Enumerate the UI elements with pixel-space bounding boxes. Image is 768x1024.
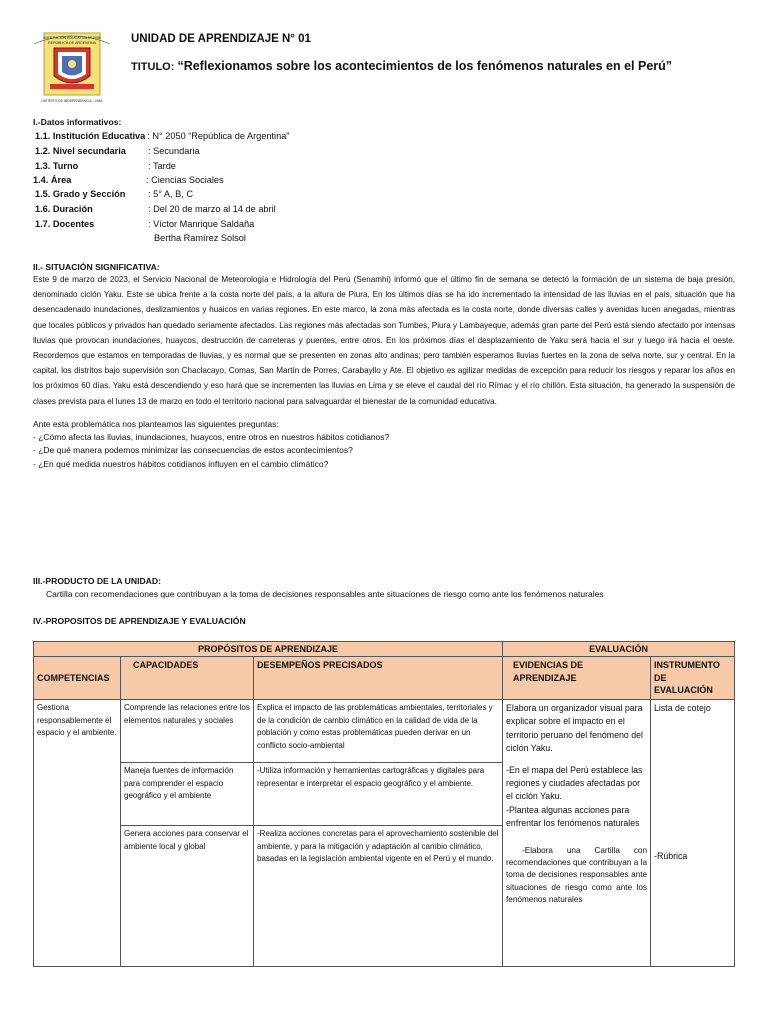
logo-bottom-text: DISTRITO DE INDEPENDENCIA - LIMA <box>41 99 103 103</box>
unit-title: UNIDAD DE APRENDIZAJE N° 01 <box>131 33 311 45</box>
dato-row <box>35 161 176 171</box>
dato-key: 1.1. Institución Educativa <box>35 131 146 141</box>
evidencia-1: Elabora un organizador visual para explicar sobre el impacto en el territorio peruano del fenómeno del ciclón Yaku. <box>506 703 643 754</box>
dato-key: 1.4. Área <box>33 175 72 185</box>
col-evidencias: EVIDENCIAS DE APRENDIZAJE <box>503 657 651 700</box>
dato-value: : Ciencias Sociales <box>146 175 224 185</box>
logo-top-text: INSTITUCIÓN EDUCATIVA Nº 2050 <box>43 36 101 40</box>
pregunta-item: - ¿En qué medida nuestros hábitos cotidianos influyen en el cambio climático? <box>33 459 329 469</box>
evidencia-2: -En el mapa del Perú establece las regiones y ciudades afectadas por el ciclón Yaku. -Plantea algunas acciones para enfrentar los fenómenos naturales <box>506 764 643 829</box>
cell-capacidad: Genera acciones para conservar el ambiente local y global <box>121 826 254 967</box>
preguntas-intro: Ante esta problemática nos planteamos las siguientes preguntas: <box>33 419 279 429</box>
cell-desempeno: Explica el impacto de las problemáticas ambientales, territoriales y de la condición de cambio climático en la calidad de vida de la población y como estas problemáticas pueden derivar en un conflicto socio-ambiental <box>254 700 503 763</box>
situacion-paragraph: Este 9 de marzo de 2023, el Servicio Nacional de Meteorología e Hidrología del Perú (Senamhi) informó que el último fin de semana se detectó la formación de un sistema de baja presión, denominado ciclón Yaku. Este se ubica frente a la costa norte del país, a la altura de Piura, En los últimos días se ha ido incrementado la intensidad de las lluvias en el país, situación que ha desencadenado inundaciones, deslizamientos y huaicos en varias regiones. En este marco, la zona más afectada es la costa norte, donde diversas calles y avenidas lucen anegadas, mientras que locales públicos y privados han quedado seriamente afectados. Las regiones más afectadas son Tumbes, Piura y Lambayeque, además gran parte del Perú está siendo afectado por intensas lluvias que provocan inundaciones, huaycos, destrucción de carreteras y puentes, entre otros. En los próximos días el desplazamiento de Yaku será hacia el sur y luego irá hacia el oeste. Recordemos que estamos en temporadas de lluvias, y es normal que se presenten en zonas alto andinas; pero también esperamos lluvias fuertes en la zona de selva norte, sur y central. En la capital, los distritos bajo supervisión son Chaclacayo, Comas, San Martín de Porres, Carabayllo y Ate. El objetivo es agilizar medidas de excepción para reducir los riesgos y reparar los años en los próximos 60 días. Yaku está descendiendo y eso hará que se incrementen las lluvias en Lima y se eleve el caudal del río Rímac y el río chillón. Esta situación, ha generado la suspensión de clases prevista para el lunes 13 de marzo en todo el territorio nacional para salvaguardar el bienestar de la comunidad educativa. <box>33 275 735 406</box>
cell-capacidad: Comprende las relaciones entre los elementos naturales y sociales <box>121 700 254 763</box>
table-column-header <box>34 657 735 700</box>
pregunta-item: - ¿Cómo afecta las lluvias, inundaciones, huaycos, entre otros en nuestros hábitos cotidianos? <box>33 432 390 442</box>
group-propositos: PROPÓSITOS DE APRENDIZAJE <box>34 642 503 657</box>
instrumento-2: -Rúbrica <box>654 851 688 861</box>
propositos-heading: IV.-PROPOSITOS DE APRENDIZAJE Y EVALUACIÓN <box>33 616 246 626</box>
dato-value: : Del 20 de marzo al 14 de abril <box>148 204 276 214</box>
group-evaluacion: EVALUACIÓN <box>503 642 735 657</box>
dato-key: 1.7. Docentes <box>35 219 95 229</box>
dato-key: 1.2. Nivel secundaria <box>35 146 126 156</box>
producto-heading: III.-PRODUCTO DE LA UNIDAD: <box>33 576 161 586</box>
evidencia-3: -Elabora una Cartilla con recomendaciones que contribuyan a la toma de decisiones responsables ante situaciones de riesgo como ante los fenómenos naturales <box>506 845 648 905</box>
dato-key: 1.5. Grado y Sección <box>35 189 126 199</box>
dato-row <box>33 175 224 185</box>
title-line <box>131 59 672 73</box>
col-capacidades: CAPACIDADES <box>121 657 254 700</box>
cell-desempeno: -Realiza acciones concretas para el aprovechamiento sostenible del ambiente, y para la mitigación y adaptación al cambio climático, basadas en la legislación ambiental vigente en el Perú y el mundo. <box>254 826 503 967</box>
propositos-table <box>33 641 735 967</box>
table-group-header <box>34 642 735 657</box>
dato-row <box>35 219 255 229</box>
situacion-heading: II.- SITUACIÓN SIGNIFICATIVA: <box>33 262 160 272</box>
cell-desempeno: -Utiliza información y herramientas cartográficas y digitales para representar e interpretar el espacio geográfico y el ambiente. <box>254 763 503 826</box>
cell-instrumento <box>651 700 735 967</box>
school-logo <box>24 30 120 106</box>
dato-value: : 5° A, B, C <box>148 189 194 199</box>
pregunta-item: - ¿De qué manera podemos minimizar las consecuencias de estos acontecimientos? <box>33 445 353 455</box>
title-value: “Reflexionamos sobre los acontecimientos de los fenómenos naturales en el Perú” <box>177 59 673 73</box>
dato-value: : N° 2050 “República de Argentina” <box>147 131 290 141</box>
dato-key: 1.3. Turno <box>35 161 79 171</box>
cell-competencia: Gestiona responsablemente el espacio y el ambiente. <box>34 700 121 967</box>
dato-key: 1.6. Duración <box>35 204 93 214</box>
cell-evidencias <box>503 700 651 967</box>
dato-value: : Secundaria <box>148 146 200 156</box>
dato-row <box>35 204 276 214</box>
dato-row <box>35 189 194 199</box>
col-instrumento: INSTRUMENTO DE EVALUACIÓN <box>651 657 735 700</box>
dato-row <box>35 146 200 156</box>
dato-docente-2: Bertha Ramírez Solsol <box>154 233 246 243</box>
col-desempenos: DESEMPEÑOS PRECISADOS <box>254 657 503 700</box>
producto-text: Cartilla con recomendaciones que contribuyan a la toma de decisiones responsables ante situaciones de riesgo como ante los fenómenos naturales <box>46 589 604 599</box>
title-label: TITULO: <box>131 61 175 73</box>
logo-top-text-2: REPÚBLICA DE ARGENTINA <box>48 41 96 45</box>
dato-value: : Víctor Manrique Saldaña <box>148 219 255 229</box>
col-competencias: COMPETENCIAS <box>34 657 121 700</box>
datos-heading: I.-Datos informativos: <box>33 117 122 127</box>
instrumento-1: Lista de cotejo <box>654 703 711 713</box>
dato-value: : Tarde <box>148 161 176 171</box>
table-row <box>34 700 735 763</box>
dato-row <box>35 131 289 141</box>
cell-capacidad: Maneja fuentes de información para comprender el espacio geográfico y el ambiente <box>121 763 254 826</box>
